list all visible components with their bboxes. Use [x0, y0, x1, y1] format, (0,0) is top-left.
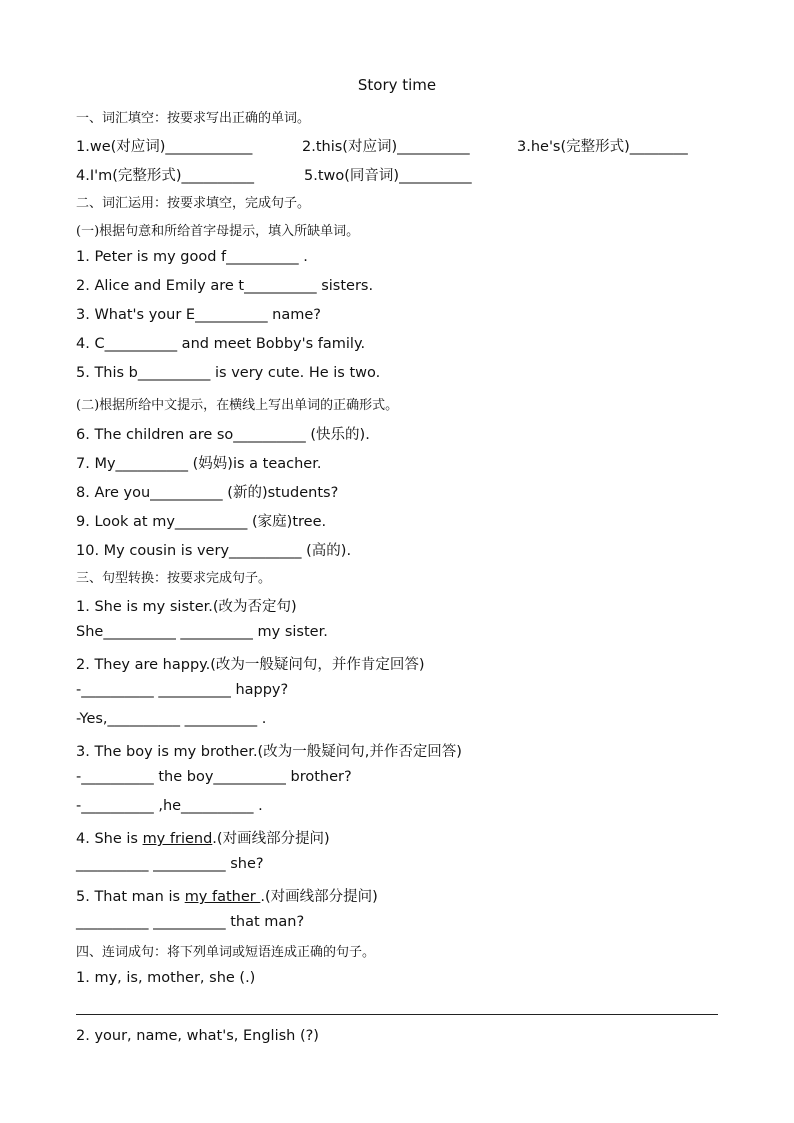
section4-heading: 四、连词成句：将下列单词或短语连成正确的句子。 — [76, 945, 376, 960]
section3-answer-5: __________ __________ that man? — [76, 914, 305, 930]
section3-question-4 — [76, 827, 330, 848]
section3-heading: 三、句型转换：按要求完成句子。 — [76, 571, 272, 586]
section1-row1-item1: 1.we(对应词)____________ — [76, 139, 253, 155]
section2-item-7: 7. My__________ (妈妈)is a teacher. — [76, 456, 322, 472]
section4-question-1: 1. my, is, mother, she (.) — [76, 970, 256, 986]
section2-item-9: 9. Look at my__________ (家庭)tree. — [76, 514, 327, 530]
section2-part2-heading: (二)根据所给中文提示，在横线上写出单词的正确形式。 — [76, 398, 399, 413]
section2-item-4: 4. C__________ and meet Bobby's family. — [76, 336, 366, 352]
answer-line — [76, 1014, 718, 1015]
q5-underlined-phrase: my father — [184, 889, 261, 905]
section2-item-6: 6. The children are so__________ (快乐的). — [76, 427, 370, 443]
section3-answer-1: She__________ __________ my sister. — [76, 624, 328, 640]
section2-heading: 二、词汇运用：按要求填空，完成句子。 — [76, 196, 311, 211]
section2-item-2: 2. Alice and Emily are t__________ sisters. — [76, 278, 374, 294]
section3-answer-4: __________ __________ she? — [76, 856, 264, 872]
section3-question-3: 3. The boy is my brother.(改为一般疑问句,并作否定回答) — [76, 744, 462, 760]
section3-question-5 — [76, 885, 378, 906]
worksheet-title: Story time — [357, 76, 437, 94]
section3-answer-2a: -__________ __________ happy? — [76, 682, 289, 698]
section1-row1-item3: 3.he's(完整形式)________ — [517, 139, 688, 155]
section2-item-1: 1. Peter is my good f__________ . — [76, 249, 308, 265]
section2-item-10: 10. My cousin is very__________ (高的). — [76, 543, 352, 559]
section1-row2-item5: 5.two(同音词)__________ — [304, 168, 472, 184]
section2-item-3: 3. What's your E__________ name? — [76, 307, 321, 323]
section3-answer-3b: -__________ ,he__________ . — [76, 798, 263, 814]
section3-answer-2b: -Yes,__________ __________ . — [76, 711, 267, 727]
section1-row2-item4: 4.I'm(完整形式)__________ — [76, 168, 255, 184]
section1-heading: 一、词汇填空：按要求写出正确的单词。 — [76, 111, 311, 126]
q4-suffix: .(对画线部分提问) — [212, 831, 330, 847]
section1-row1-item2: 2.this(对应词)__________ — [302, 139, 470, 155]
q4-prefix: 4. She is — [76, 831, 143, 847]
section4-question-2: 2. your, name, what's, English (?) — [76, 1028, 319, 1044]
section3-question-1: 1. She is my sister.(改为否定句) — [76, 599, 297, 615]
section2-item-5: 5. This b__________ is very cute. He is two. — [76, 365, 381, 381]
section2-item-8: 8. Are you__________ (新的)students? — [76, 485, 339, 501]
section3-answer-3a: -__________ the boy__________ brother? — [76, 769, 352, 785]
section3-question-2: 2. They are happy.(改为一般疑问句，并作肯定回答) — [76, 657, 425, 673]
q4-underlined-phrase: my friend — [142, 831, 213, 847]
q5-suffix: .(对画线部分提问) — [260, 889, 378, 905]
section2-part1-heading: (一)根据句意和所给首字母提示，填入所缺单词。 — [76, 224, 360, 239]
q5-prefix: 5. That man is — [76, 889, 185, 905]
